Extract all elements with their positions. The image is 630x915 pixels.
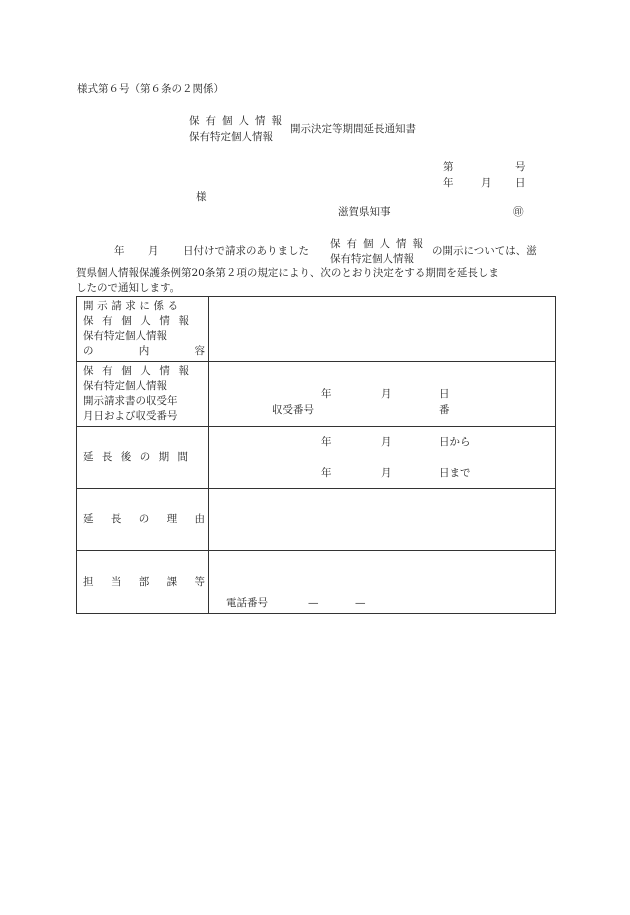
department-char: 課 [166,575,178,588]
doc-number-go: 号 [515,161,526,173]
seal-mark: ㊞ [513,206,524,218]
table-row [77,362,556,427]
content-label-spread [83,344,205,359]
phone-dash-1: — [308,597,319,609]
reason-char: 長 [110,513,122,525]
receipt-number-label: 収受番号 [272,404,314,416]
period-label: 延長後の期間 [83,451,197,463]
reason-input-area[interactable] [209,489,556,551]
content-label-you: 容 [194,345,205,357]
title-stacked-label [189,114,288,144]
receipt-date-area[interactable] [209,362,556,427]
phone-dash-2: — [355,597,366,609]
body-line-3: したので通知します。 [76,282,181,294]
label-line: 保有個人情報 [83,365,198,377]
department-char: 当 [110,575,122,588]
body-bracket-line-2: 保有特定個人情報 [330,253,414,265]
date-day: 日 [515,177,526,189]
label-line: 保有特定個人情報 [83,380,167,392]
period-month-1: 月 [381,436,392,448]
reason-char: 理 [166,513,178,525]
body-text-1: 日付けで請求のありました [183,245,309,257]
department-char: 等 [194,575,205,588]
title-line-2: 保有特定個人情報 [189,131,273,143]
label-line: 保有個人情報 [83,315,198,327]
period-month-2: 月 [381,467,392,479]
row-content-label [77,297,209,362]
body-stacked-label [330,237,429,266]
period-until: 日まで [439,467,471,479]
date-year: 年 [443,177,454,189]
label-line: 保有特定個人情報 [83,330,167,342]
receipt-day: 日 [439,388,450,400]
row-period-label [77,427,209,489]
page-title: 開示決定等期間延長通知書 [290,123,416,135]
content-label-no: の [83,345,94,357]
row-reason-label [77,489,209,551]
department-area[interactable] [209,551,556,614]
period-from: 日から [439,436,471,448]
table-row [77,297,556,362]
form-table [76,296,556,614]
department-label-spread [83,575,205,590]
receipt-number-ban: 番 [439,404,450,416]
content-label-nai: 内 [138,345,150,357]
period-area[interactable] [209,427,556,489]
form-number: 様式第６号（第６条の２関係） [77,83,224,95]
receipt-month: 月 [381,388,392,400]
title-line-1 [189,114,288,128]
date-month: 月 [481,177,492,189]
table-row [77,489,556,551]
title-line-1-text: 保有個人情報 [189,115,288,127]
body-bracket-line-1: 保有個人情報 [330,238,429,250]
period-year-2: 年 [321,467,332,479]
row-receipt-label [77,362,209,427]
period-year-1: 年 [321,436,332,448]
issuer-name: 滋賀県知事 [338,206,391,218]
reason-char: 延 [83,513,94,525]
reason-char: 由 [194,513,205,525]
row-department-label [77,551,209,614]
doc-number-dai: 第 [443,161,454,173]
receipt-year: 年 [321,388,332,400]
label-line: 開示請求書の収受年 [83,395,178,407]
body-line-2: 賀県個人情報保護条例第20条第２項の規定により、次のとおり決定をする期間を延長しま [76,267,499,279]
body-year: 年 [114,245,125,257]
table-row [77,551,556,614]
label-line: 月日および収受番号 [83,410,178,422]
reason-char: の [138,513,150,525]
body-month: 月 [148,245,159,257]
table-row [77,427,556,489]
body-text-2: の開示については、滋 [432,245,537,257]
department-char: 担 [83,575,94,588]
label-line: 開示請求に係る [83,300,182,312]
content-input-area[interactable] [209,297,556,362]
reason-label-spread [83,512,205,527]
recipient-honorific: 様 [196,191,207,203]
department-char: 部 [138,575,150,588]
phone-label: 電話番号 [226,597,268,609]
